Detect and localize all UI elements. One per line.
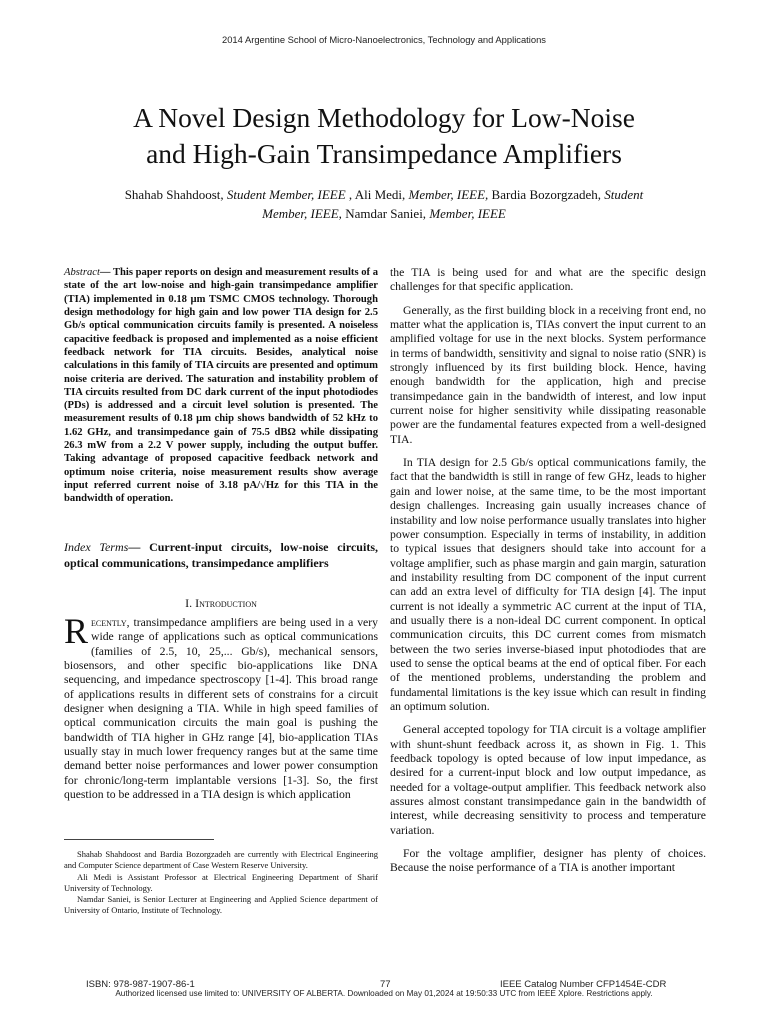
right-paragraph-4: General accepted topology for TIA circuit is a voltage amplifier with shunt-shunt feedback across it, as shown in Fig. 1. This feedback topology is opted because of low input impedance, as desired for a current-input block and low output impedance, as needed for a voltage-output amplifier. This feedback network also assures almost constant transimpedance gain in the bandwidth of interest, while decreasing sensitivity to process and temperature variation. — [390, 723, 706, 837]
footnote-2: Ali Medi is Assistant Professor at Electrical Engineering Department of Sharif University of Technology. — [64, 871, 378, 893]
author-3-name: Bardia Bozorgzadeh, — [488, 187, 605, 202]
author-3-role-part1: Student — [604, 187, 644, 202]
footnote-3: Namdar Saniei, is Senior Lecturer at Engineering and Applied Science department of University of Ontario, Institute of Technology. — [64, 894, 378, 916]
title-line-1: A Novel Design Methodology for Low-Noise — [133, 102, 635, 133]
introduction-paragraph — [64, 611, 378, 802]
isbn: ISBN: 978-987-1907-86-1 — [86, 979, 195, 990]
abstract-label: Abstract — [64, 267, 100, 278]
intro-lead-word: ecently — [91, 616, 127, 629]
conference-header: 2014 Argentine School of Micro-Nanoelectronics, Technology and Applications — [222, 34, 546, 45]
right-paragraph-2: Generally, as the first building block in a receiving front end, no matter what the application is, TIAs convert the input current to an amplified voltage for use in the next blocks. System performance in terms of bandwidth, sensitivity and signal to noise ratio (SNR) is strongly influenced by its first building block. Hence, having enough bandwidth for the application, high and precise transimpedance gain in the bandwidth of interest, and low input current noise for higher sensitivity while dissipating reasonable power are the fundamental features expected from a well-designed TIA. — [390, 303, 706, 446]
paper-title — [60, 100, 708, 172]
abstract-text: — This paper reports on design and measurement results of a state of the art low-noise and high-gain transimpedance amplifier (TIA) implemented in 0.18 µm TSMC CMOS technology. Thorough design methodology for high gain and low power TIA design for 2.5 Gb/s optical communication circuits family is presented. A noiseless capacitive feedback is proposed and implemented as a noise efficient feedback network for TIA circuits. Besides, analytical noise calculations in this family of TIA circuits are presented and optimum noise criteria are derived. The saturation and instability problem of TIA circuits resulted from DC dark current of the input photodiodes (PDs) is addressed and a circuit level solution is presented. The measurement results of 0.18 µm chip shows bandwidth of 52 kHz to 1.62 GHz, and transimpedance gain of 75.5 dBΩ while dissipating 26.3 mW from a 2.2 V power supply, including the output buffer. Taking advantage of proposed capacitive feedback network and optimum noise criteria, noise measurement results show average input referred current noise of 3.18 pA/√Hz for this TIA in the bandwidth of operation. — [64, 267, 378, 505]
author-4-role: Member, IEEE — [429, 206, 506, 221]
abstract — [64, 266, 378, 506]
page-number: 77 — [380, 979, 391, 990]
drop-cap: R — [64, 611, 89, 651]
right-paragraph-3: In TIA design for 2.5 Gb/s optical communications family, the fact that the bandwidth is still in range of few GHz, leads to higher gain and lower noise, at the same time, to be the most important design challenges. Increasing gain usually increases chance of instability and low noise performance usually translates into higher power consumption. Especially in terms of instability, in addition to typical issues that designers should take into account for a voltage amplifier, such as phase margin and gain margin, saturation and instability resulting from DC component of the input current can add an extra level of difficulty for TIA design [4]. The input current is not ideally a symmetric AC current at the input of TIA, and usually there is a non-ideal DC current component. In optical communication circuits, this DC current comes from mismatch between the two series inverse-biased input photodiodes that are used to sense the optical beams at the end of optical fiber. For each of the mentioned problems, understanding the problem and fundamental limitations is the key issue which can result in finding an optimum solution. — [390, 456, 706, 713]
license-notice: Authorized licensed use limited to: UNIVERSITY OF ALBERTA. Downloaded on May 01,2024 at 19:50:33 UTC from IEEE Xplore. Restrictions apply. — [115, 989, 653, 998]
author-1-name: Shahab Shahdoost, — [124, 187, 227, 202]
author-line-1 — [60, 185, 708, 204]
footnote-1: Shahab Shahdoost and Bardia Bozorgzadeh are currently with Electrical Engineering and Computer Science department of Case Western Reserve University. — [64, 849, 378, 871]
index-terms-label: Index Terms — [64, 540, 129, 554]
footnote-rule — [64, 839, 214, 840]
right-paragraph-1: the TIA is being used for and what are the specific design challenges for that specific application. — [390, 266, 706, 294]
right-paragraph-5: For the voltage amplifier, designer has plenty of choices. Because the noise performance of a TIA is another important — [390, 847, 706, 875]
index-terms — [64, 540, 378, 571]
author-2-name: , Ali Medi, — [345, 187, 409, 202]
intro-text: , transimpedance amplifiers are being used in a very wide range of applications such as optical communications (families of 2.5, 10, 25,... Gb/s), mechanical sensors, biosensors, and other specific bio-applications like DNA sequencing, and impedance spectroscopy [1-4]. This broad range of applications results in different sets of constrains for a circuit designer when designing a TIA. While in high speed families of optical communication circuits the main goal is pushing the bandwidth of TIA higher in GHz range [4], bio-application TIAs usually stay in much lower frequency ranges but at the same time demand better noise performances and lower power consumption for chronic/long-term implantable versions [1-3]. So, the first question to be addressed in a TIA design is which application — [64, 616, 378, 802]
author-list — [60, 185, 708, 223]
author-2-role: Member, IEEE, — [408, 187, 489, 202]
index-terms-text: — Current-input circuits, low-noise circuits, optical communications, transimpedance amplifiers — [64, 540, 378, 570]
author-4-name: Namdar Saniei, — [341, 206, 430, 221]
catalog-number: IEEE Catalog Number CFP1454E-CDR — [500, 979, 667, 990]
author-3-role-part2: Member, IEEE, — [262, 206, 342, 221]
right-column — [390, 266, 706, 885]
section-heading-introduction: I. Introduction — [185, 596, 257, 610]
author-line-2 — [60, 204, 708, 223]
title-line-2: and High-Gain Transimpedance Amplifiers — [146, 138, 622, 169]
author-1-role: Student Member, IEEE — [226, 187, 346, 202]
footnotes — [64, 849, 378, 917]
